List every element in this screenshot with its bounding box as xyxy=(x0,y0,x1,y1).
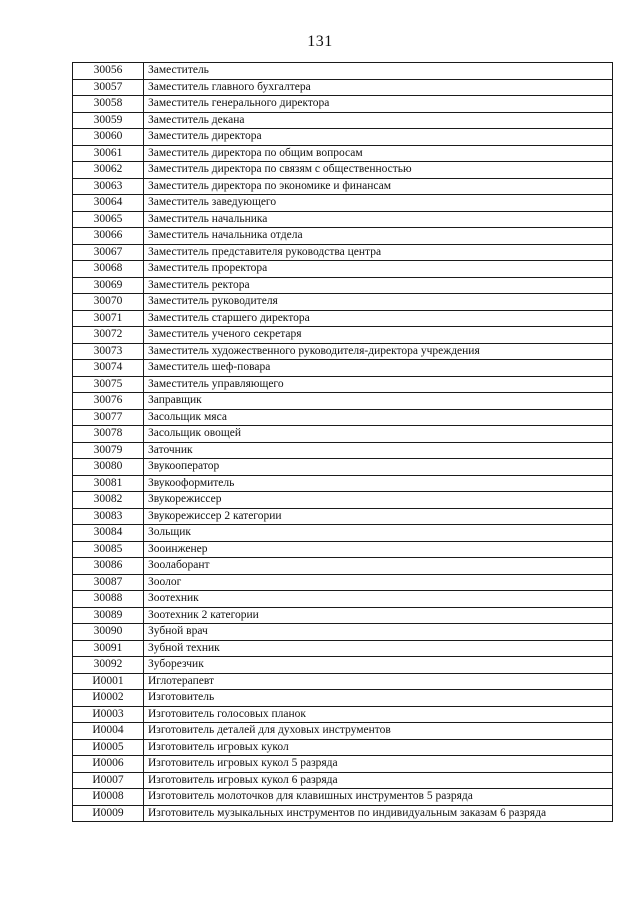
occupation-code: 30060 xyxy=(73,129,144,146)
table-row xyxy=(73,640,613,657)
occupation-code: 30070 xyxy=(73,294,144,311)
table-row xyxy=(73,805,613,822)
occupation-name: Заместитель руководителя xyxy=(144,294,613,311)
occupation-name: Засольщик мяса xyxy=(144,409,613,426)
occupation-code: 30083 xyxy=(73,508,144,525)
occupation-name: Заместитель начальника xyxy=(144,211,613,228)
table-body xyxy=(73,63,613,822)
occupation-name: Заместитель управляющего xyxy=(144,376,613,393)
occupation-name: Заместитель главного бухгалтера xyxy=(144,79,613,96)
table-row xyxy=(73,624,613,641)
occupation-code: 30089 xyxy=(73,607,144,624)
occupation-code: И0009 xyxy=(73,805,144,822)
table-row xyxy=(73,79,613,96)
occupation-codes-table xyxy=(72,62,613,822)
occupation-name: Изготовитель xyxy=(144,690,613,707)
occupation-name: Заместитель проректора xyxy=(144,261,613,278)
occupation-code: 30084 xyxy=(73,525,144,542)
occupation-code: И0004 xyxy=(73,723,144,740)
occupation-code: 30079 xyxy=(73,442,144,459)
occupation-name: Звукооформитель xyxy=(144,475,613,492)
occupation-name: Изготовитель игровых кукол xyxy=(144,739,613,756)
table-row xyxy=(73,459,613,476)
occupation-name: Заместитель ученого секретаря xyxy=(144,327,613,344)
table-row xyxy=(73,261,613,278)
table-row xyxy=(73,723,613,740)
table-row xyxy=(73,360,613,377)
occupation-code: 30057 xyxy=(73,79,144,96)
occupation-code: И0005 xyxy=(73,739,144,756)
table-row xyxy=(73,607,613,624)
occupation-name: Изготовитель деталей для духовых инструментов xyxy=(144,723,613,740)
table-row xyxy=(73,739,613,756)
occupation-code: 30085 xyxy=(73,541,144,558)
table-row xyxy=(73,541,613,558)
occupation-code: 30076 xyxy=(73,393,144,410)
occupation-name: Изготовитель музыкальных инструментов по индивидуальным заказам 6 разряда xyxy=(144,805,613,822)
occupation-code: 30081 xyxy=(73,475,144,492)
occupation-name: Зуборезчик xyxy=(144,657,613,674)
table-row xyxy=(73,525,613,542)
occupation-name: Изготовитель голосовых планок xyxy=(144,706,613,723)
occupation-code: 30075 xyxy=(73,376,144,393)
occupation-name: Звукорежиссер xyxy=(144,492,613,509)
table-row xyxy=(73,442,613,459)
occupation-name: Зоотехник 2 категории xyxy=(144,607,613,624)
occupation-code: 30080 xyxy=(73,459,144,476)
occupation-name: Зольщик xyxy=(144,525,613,542)
table-row xyxy=(73,327,613,344)
occupation-name: Засольщик овощей xyxy=(144,426,613,443)
occupation-code: 30061 xyxy=(73,145,144,162)
occupation-code: И0002 xyxy=(73,690,144,707)
occupation-code: 30059 xyxy=(73,112,144,129)
occupation-name: Заместитель декана xyxy=(144,112,613,129)
table-row xyxy=(73,409,613,426)
occupation-name: Заместитель заведующего xyxy=(144,195,613,212)
occupation-code: 30058 xyxy=(73,96,144,113)
page-number: 131 xyxy=(307,33,333,50)
occupation-name: Заместитель представителя руководства центра xyxy=(144,244,613,261)
occupation-code: И0007 xyxy=(73,772,144,789)
table-row xyxy=(73,657,613,674)
occupation-name: Зоолаборант xyxy=(144,558,613,575)
occupation-code: 30087 xyxy=(73,574,144,591)
occupation-name: Заправщик xyxy=(144,393,613,410)
occupation-name: Звукооператор xyxy=(144,459,613,476)
table-row xyxy=(73,673,613,690)
occupation-code: И0001 xyxy=(73,673,144,690)
table-row xyxy=(73,591,613,608)
table-row xyxy=(73,211,613,228)
occupation-name: Заместитель начальника отдела xyxy=(144,228,613,245)
occupation-name: Зубной техник xyxy=(144,640,613,657)
table-row xyxy=(73,558,613,575)
occupation-name: Заместитель директора по связям с общественностью xyxy=(144,162,613,179)
occupation-name: Заместитель директора xyxy=(144,129,613,146)
occupation-name: Зоолог xyxy=(144,574,613,591)
table-row xyxy=(73,63,613,80)
occupation-code: 30082 xyxy=(73,492,144,509)
occupation-code: 30092 xyxy=(73,657,144,674)
occupation-name: Заместитель шеф-повара xyxy=(144,360,613,377)
table-row xyxy=(73,475,613,492)
occupation-code: 30067 xyxy=(73,244,144,261)
occupation-code: 30077 xyxy=(73,409,144,426)
table-row xyxy=(73,244,613,261)
table-row xyxy=(73,129,613,146)
occupation-name: Изготовитель игровых кукол 5 разряда xyxy=(144,756,613,773)
occupation-name: Заместитель старшего директора xyxy=(144,310,613,327)
table-row xyxy=(73,690,613,707)
table-row xyxy=(73,492,613,509)
occupation-code: 30073 xyxy=(73,343,144,360)
occupation-name: Заместитель xyxy=(144,63,613,80)
table-row xyxy=(73,195,613,212)
occupation-code: 30063 xyxy=(73,178,144,195)
occupation-code: 30056 xyxy=(73,63,144,80)
occupation-code: 30071 xyxy=(73,310,144,327)
occupation-code: 30068 xyxy=(73,261,144,278)
table-row xyxy=(73,228,613,245)
occupation-code: 30090 xyxy=(73,624,144,641)
occupation-name: Иглотерапевт xyxy=(144,673,613,690)
table-row xyxy=(73,393,613,410)
occupation-name: Заместитель генерального директора xyxy=(144,96,613,113)
occupation-code: 30086 xyxy=(73,558,144,575)
occupation-name: Заместитель директора по экономике и финансам xyxy=(144,178,613,195)
table-row xyxy=(73,756,613,773)
occupation-code: 30064 xyxy=(73,195,144,212)
occupation-code: 30072 xyxy=(73,327,144,344)
occupation-code: И0003 xyxy=(73,706,144,723)
occupation-name: Изготовитель игровых кукол 6 разряда xyxy=(144,772,613,789)
occupation-name: Зооинженер xyxy=(144,541,613,558)
occupation-name: Заточник xyxy=(144,442,613,459)
occupation-code: 30066 xyxy=(73,228,144,245)
occupation-code: 30091 xyxy=(73,640,144,657)
table-row xyxy=(73,294,613,311)
occupation-code: 30074 xyxy=(73,360,144,377)
table-row xyxy=(73,706,613,723)
table-row xyxy=(73,178,613,195)
table-row xyxy=(73,376,613,393)
occupation-name: Заместитель директора по общим вопросам xyxy=(144,145,613,162)
table-row xyxy=(73,310,613,327)
occupation-code: 30065 xyxy=(73,211,144,228)
occupation-code: 30078 xyxy=(73,426,144,443)
occupation-name: Звукорежиссер 2 категории xyxy=(144,508,613,525)
table-row xyxy=(73,508,613,525)
table-row xyxy=(73,343,613,360)
table-row xyxy=(73,162,613,179)
occupation-code: И0006 xyxy=(73,756,144,773)
occupation-code: И0008 xyxy=(73,789,144,806)
table-row xyxy=(73,145,613,162)
occupation-name: Зоотехник xyxy=(144,591,613,608)
table-row xyxy=(73,789,613,806)
occupation-name: Заместитель ректора xyxy=(144,277,613,294)
occupation-name: Изготовитель молоточков для клавишных инструментов 5 разряда xyxy=(144,789,613,806)
table-row xyxy=(73,112,613,129)
occupation-code: 30088 xyxy=(73,591,144,608)
table-row xyxy=(73,96,613,113)
occupation-code: 30062 xyxy=(73,162,144,179)
occupation-code: 30069 xyxy=(73,277,144,294)
table-row xyxy=(73,277,613,294)
occupation-name: Зубной врач xyxy=(144,624,613,641)
table-row xyxy=(73,426,613,443)
occupation-name: Заместитель художественного руководителя-директора учреждения xyxy=(144,343,613,360)
table-row xyxy=(73,772,613,789)
table-row xyxy=(73,574,613,591)
